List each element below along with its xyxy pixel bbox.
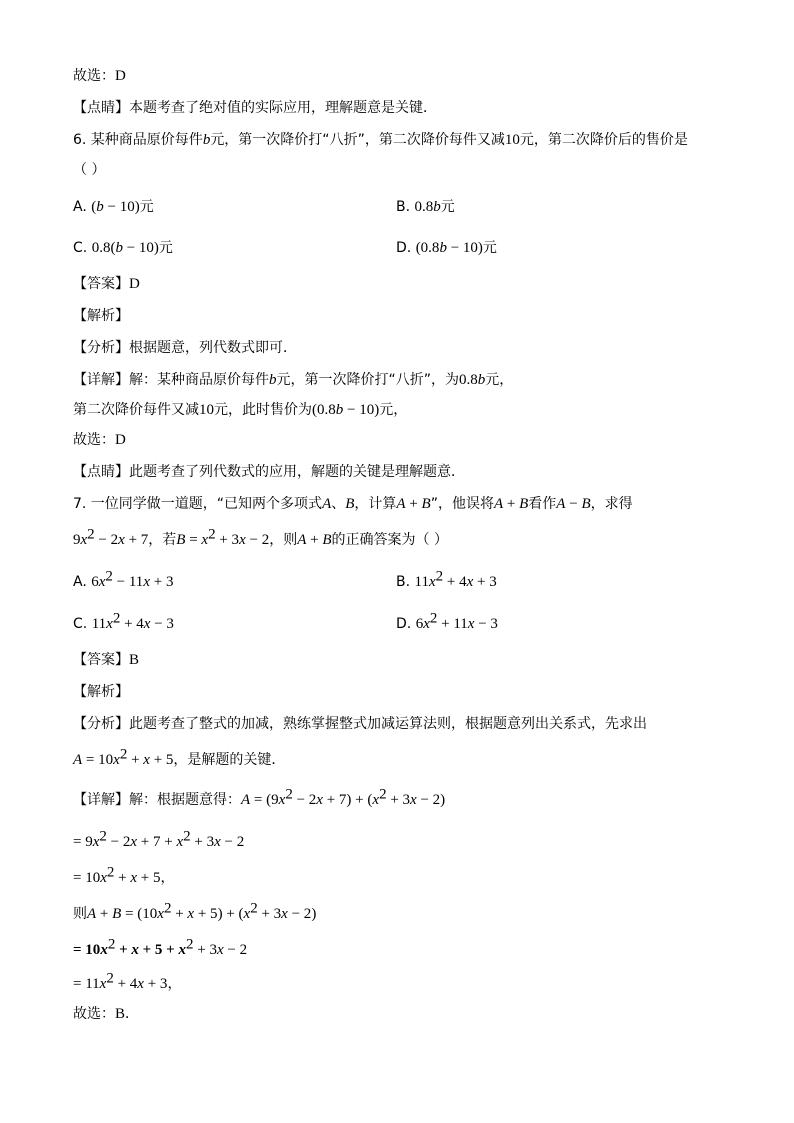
text-segment: x (106, 616, 113, 632)
text-segment: 故选： (73, 432, 115, 448)
text-segment: 10 (142, 906, 158, 922)
text-segment: − 2 (106, 834, 131, 850)
text-segment: 2 (429, 610, 438, 627)
text-line-l10 (73, 370, 513, 390)
text-line-l3 (73, 130, 688, 150)
text-segment: + 3 (386, 792, 411, 808)
text-segment: 【详解】解：某种商品原价每件 (73, 372, 269, 388)
text-segment: x (316, 792, 323, 808)
text-segment: 2 (250, 900, 258, 917)
text-line-l23 (73, 828, 245, 852)
text-segment: B. (396, 199, 415, 215)
text-segment: 的正确答案为（ ） (331, 532, 448, 548)
text-segment: + 7 (322, 792, 347, 808)
text-segment: 10 (199, 402, 214, 418)
text-segment: = (121, 906, 138, 922)
text-line-l8 (73, 306, 129, 326)
text-segment: − 2 (94, 532, 119, 548)
text-line-l16b (396, 568, 497, 592)
text-segment: 元 (139, 199, 154, 215)
text-segment: 2 (107, 936, 116, 953)
text-line-l6b (396, 238, 497, 258)
text-segment: + 3 (473, 574, 497, 590)
text-line-l17b (396, 610, 498, 634)
text-segment: B (112, 906, 122, 922)
text-segment: B (129, 652, 140, 668)
text-segment: 6 (91, 574, 99, 590)
text-segment: x (98, 574, 106, 590)
text-segment: x (100, 942, 108, 958)
text-segment: D. (396, 240, 416, 256)
text-segment: x (143, 616, 151, 632)
text-segment: 2 (105, 568, 113, 585)
text-segment: 故选： (73, 68, 115, 84)
text-segment: 2 (119, 746, 128, 763)
text-line-l19 (73, 682, 129, 702)
text-segment: 、 (331, 496, 346, 512)
text-segment: − (565, 496, 582, 512)
text-segment: D. (396, 616, 416, 632)
text-segment: 元，第一次降价打“八折”，为 (276, 372, 460, 388)
text-segment: ，若 (148, 532, 177, 548)
text-line-l11 (73, 400, 407, 420)
text-segment: A (241, 792, 251, 808)
text-segment: + 5 (149, 752, 174, 768)
text-segment: + 5 (137, 870, 161, 886)
text-segment: 【详解】解：根据题意得： (73, 792, 241, 808)
text-segment: 2 (435, 568, 444, 585)
text-segment: + 4 (120, 616, 144, 632)
text-segment: − 2 (292, 792, 317, 808)
text-segment: B. (396, 574, 415, 590)
text-segment: 则 (73, 906, 87, 922)
text-segment: A (297, 532, 307, 548)
text-segment: ，是解题的关键． (173, 752, 286, 768)
text-segment: 9 (73, 532, 81, 548)
text-line-l5b (396, 197, 455, 217)
text-segment: + (405, 496, 422, 512)
text-segment: x (428, 574, 436, 590)
text-line-l4 (73, 160, 105, 180)
text-line-l12 (73, 430, 126, 450)
text-segment: 10 (504, 132, 520, 148)
text-segment: 【解析】 (73, 308, 129, 324)
text-line-l7 (73, 274, 140, 294)
text-segment: = 11 (73, 976, 100, 992)
text-segment: ( (266, 792, 272, 808)
text-segment: x (100, 870, 107, 886)
text-segment: + 4 (113, 976, 138, 992)
text-segment: x (466, 574, 474, 590)
text-segment: x (176, 834, 184, 850)
text-segment: = 10 (82, 752, 114, 768)
text-segment: + (127, 752, 144, 768)
text-segment: x (131, 942, 139, 958)
text-segment: ) (346, 792, 352, 808)
text-segment: + (114, 870, 131, 886)
text-segment: 故选： (73, 1006, 115, 1022)
text-segment: + (96, 906, 113, 922)
text-segment: x (187, 906, 195, 922)
text-segment: 【点睛】此题考查了列代数式的应用，解题的关键是理解题意． (73, 464, 465, 480)
text-segment: 2 (106, 864, 115, 881)
text-segment: − 10) (103, 199, 140, 215)
text-segment: 2 (183, 828, 191, 845)
text-segment: A (322, 496, 332, 512)
text-segment: x (201, 532, 209, 548)
text-segment: B (115, 1006, 126, 1022)
text-line-l17a (73, 610, 174, 634)
text-segment: + 5 + (138, 942, 179, 958)
text-segment: − 10) (343, 402, 380, 418)
text-segment: + (351, 792, 368, 808)
text-segment: x (143, 574, 150, 590)
text-segment: − 10) (122, 240, 159, 256)
text-segment: ，则 (269, 532, 298, 548)
text-segment: 【答案】 (73, 276, 129, 292)
text-line-l6a (73, 238, 173, 258)
text-segment: x (113, 752, 120, 768)
text-segment: ) (217, 906, 223, 922)
text-segment: A (493, 496, 504, 512)
text-segment: b (269, 372, 277, 388)
text-line-l25 (73, 900, 317, 924)
text-segment: ( (238, 906, 244, 922)
text-segment: A (556, 496, 566, 512)
text-segment: 【点睛】本题考查了绝对值的实际应用，理解题意是关键． (73, 100, 437, 116)
text-segment: B (176, 532, 186, 548)
text-segment: 元， (485, 372, 514, 388)
text-segment: B (345, 496, 355, 512)
text-segment: x (157, 906, 164, 922)
text-segment: A (87, 906, 97, 922)
text-segment: x (118, 532, 125, 548)
text-segment: x (137, 976, 144, 992)
text-segment: 2 (87, 526, 95, 543)
text-segment: x (216, 942, 224, 958)
text-segment: − 2 (245, 532, 270, 548)
text-segment: 2 (379, 786, 387, 803)
text-segment: b (439, 240, 447, 256)
text-line-l1 (73, 66, 126, 86)
text-segment: + (306, 532, 323, 548)
text-segment: x (130, 834, 138, 850)
text-segment: ”，他误将 (430, 496, 494, 512)
text-segment: + 3 (190, 834, 215, 850)
text-segment: x (80, 532, 88, 548)
text-segment: B (322, 532, 332, 548)
text-line-l24 (73, 864, 175, 888)
text-segment: 元，第二次降价后的售价是 (519, 132, 688, 148)
text-segment: (0.8 (312, 402, 336, 418)
text-segment: 0.8 (459, 372, 478, 388)
text-segment: x (239, 532, 246, 548)
text-segment: B (519, 496, 529, 512)
text-segment: ， (160, 870, 175, 886)
text-segment: + 7 + (137, 834, 177, 850)
text-line-l5a (73, 197, 154, 217)
text-line-l9 (73, 338, 297, 358)
text-segment: D (115, 68, 126, 84)
text-segment: ． (125, 1006, 140, 1022)
text-segment: b (433, 199, 441, 215)
text-segment: 第二次降价每件又减 (73, 402, 199, 418)
text-segment: 元，第一次降价打“八折”，第二次降价每件又减 (210, 132, 505, 148)
text-segment: A (396, 496, 406, 512)
text-segment: (0.8 (415, 240, 440, 256)
text-segment: ，计算 (354, 496, 397, 512)
text-line-l18 (73, 650, 139, 670)
text-line-l16a (73, 568, 174, 592)
text-segment: b (96, 199, 104, 215)
text-segment: 元， (379, 402, 408, 418)
text-segment: （ ） (73, 162, 106, 178)
text-segment: 【分析】此题考查了整式的加减，熟练掌握整式加减运算法则，根据题意列出关系式，先求出 (73, 716, 647, 732)
text-segment: x (281, 906, 288, 922)
text-segment: 2 (106, 970, 114, 987)
text-segment: 元，此时售价为 (214, 402, 312, 418)
text-segment: b (477, 372, 486, 388)
text-segment: + 3 (193, 942, 217, 958)
text-segment: A. (73, 574, 92, 590)
text-line-l15 (73, 526, 448, 550)
text-segment: 2 (208, 526, 216, 543)
text-segment: = 9 (73, 834, 93, 850)
text-segment: ( (137, 906, 143, 922)
text-segment: − 10) (446, 240, 483, 256)
text-line-l27 (73, 970, 182, 994)
text-segment: 11 (91, 616, 107, 632)
text-segment: = (185, 532, 202, 548)
text-segment: 0.8 (414, 199, 434, 215)
text-segment: 【分析】根据题意，列代数式即可． (73, 340, 297, 356)
text-segment: 11 (414, 574, 429, 590)
text-segment: b (202, 132, 211, 148)
text-segment: 看作 (528, 496, 557, 512)
text-segment: B (421, 496, 431, 512)
text-segment: D (129, 276, 140, 292)
text-line-l20 (73, 714, 647, 734)
text-line-l14 (73, 494, 633, 514)
text-segment: + (222, 906, 239, 922)
text-segment: = 10 (73, 870, 101, 886)
text-segment: + 4 (443, 574, 467, 590)
text-segment: − 2 (223, 942, 248, 958)
text-segment: 2 (185, 936, 194, 953)
text-segment: + 7 (124, 532, 149, 548)
text-segment: D (115, 432, 126, 448)
text-line-l26 (73, 936, 248, 960)
text-segment: C. (73, 240, 92, 256)
text-segment: + 3 (143, 976, 168, 992)
text-segment: b (335, 402, 344, 418)
text-segment: x (214, 834, 221, 850)
text-segment: + 3 (215, 532, 240, 548)
text-segment: = (250, 792, 267, 808)
text-segment: = 10 (73, 942, 101, 958)
text-segment: x (243, 906, 251, 922)
text-segment: + (171, 906, 188, 922)
text-segment: + 3 (149, 574, 174, 590)
text-segment: ， (167, 976, 182, 992)
text-segment: x (178, 942, 186, 958)
text-segment: b (115, 240, 123, 256)
text-segment: + (503, 496, 520, 512)
text-segment: x (467, 616, 475, 632)
text-segment: − 3 (474, 616, 498, 632)
text-segment: − 3 (150, 616, 174, 632)
text-segment: ) (440, 792, 446, 808)
text-segment: x (130, 870, 138, 886)
text-segment: − 2 (416, 792, 441, 808)
text-segment: 元 (158, 240, 173, 256)
text-line-l13 (73, 462, 465, 482)
text-line-l28 (73, 1004, 139, 1024)
text-segment: x (92, 834, 100, 850)
text-segment: − 11 (112, 574, 144, 590)
text-segment: 9 (271, 792, 279, 808)
text-line-l21 (73, 746, 286, 770)
text-segment: + 3 (257, 906, 282, 922)
text-segment: 元 (440, 199, 455, 215)
text-segment: x (99, 976, 107, 992)
text-segment: x (143, 752, 150, 768)
text-segment: x (423, 616, 430, 632)
text-segment: 2 (112, 610, 121, 627)
text-segment: + 11 (437, 616, 468, 632)
text-segment: 元 (482, 240, 497, 256)
text-segment: B (581, 496, 591, 512)
text-segment: 【解析】 (73, 684, 129, 700)
text-segment: C. (73, 616, 92, 632)
text-segment: 【答案】 (73, 652, 129, 668)
text-segment: ( (367, 792, 373, 808)
text-segment: 6. 某种商品原价每件 (73, 132, 203, 148)
text-segment: A. (73, 199, 92, 215)
text-segment: 0.8( (91, 240, 116, 256)
text-segment: 2 (99, 828, 107, 845)
text-segment: 2 (285, 786, 293, 803)
text-segment: 2 (163, 900, 172, 917)
text-segment: ，求得 (590, 496, 633, 512)
text-segment: x (410, 792, 417, 808)
text-segment: + (115, 942, 132, 958)
text-segment: + 5 (194, 906, 218, 922)
text-line-l22 (73, 786, 446, 810)
text-segment: ( (91, 199, 97, 215)
text-segment: x (278, 792, 286, 808)
text-segment: ) (311, 906, 317, 922)
text-line-l2 (73, 98, 437, 118)
text-segment: 6 (415, 616, 424, 632)
text-segment: 7. 一位同学做一道题，“已知两个多项式 (73, 496, 323, 512)
text-segment: − 2 (220, 834, 245, 850)
text-segment: A (73, 752, 83, 768)
text-segment: − 2 (287, 906, 312, 922)
text-segment: x (372, 792, 380, 808)
